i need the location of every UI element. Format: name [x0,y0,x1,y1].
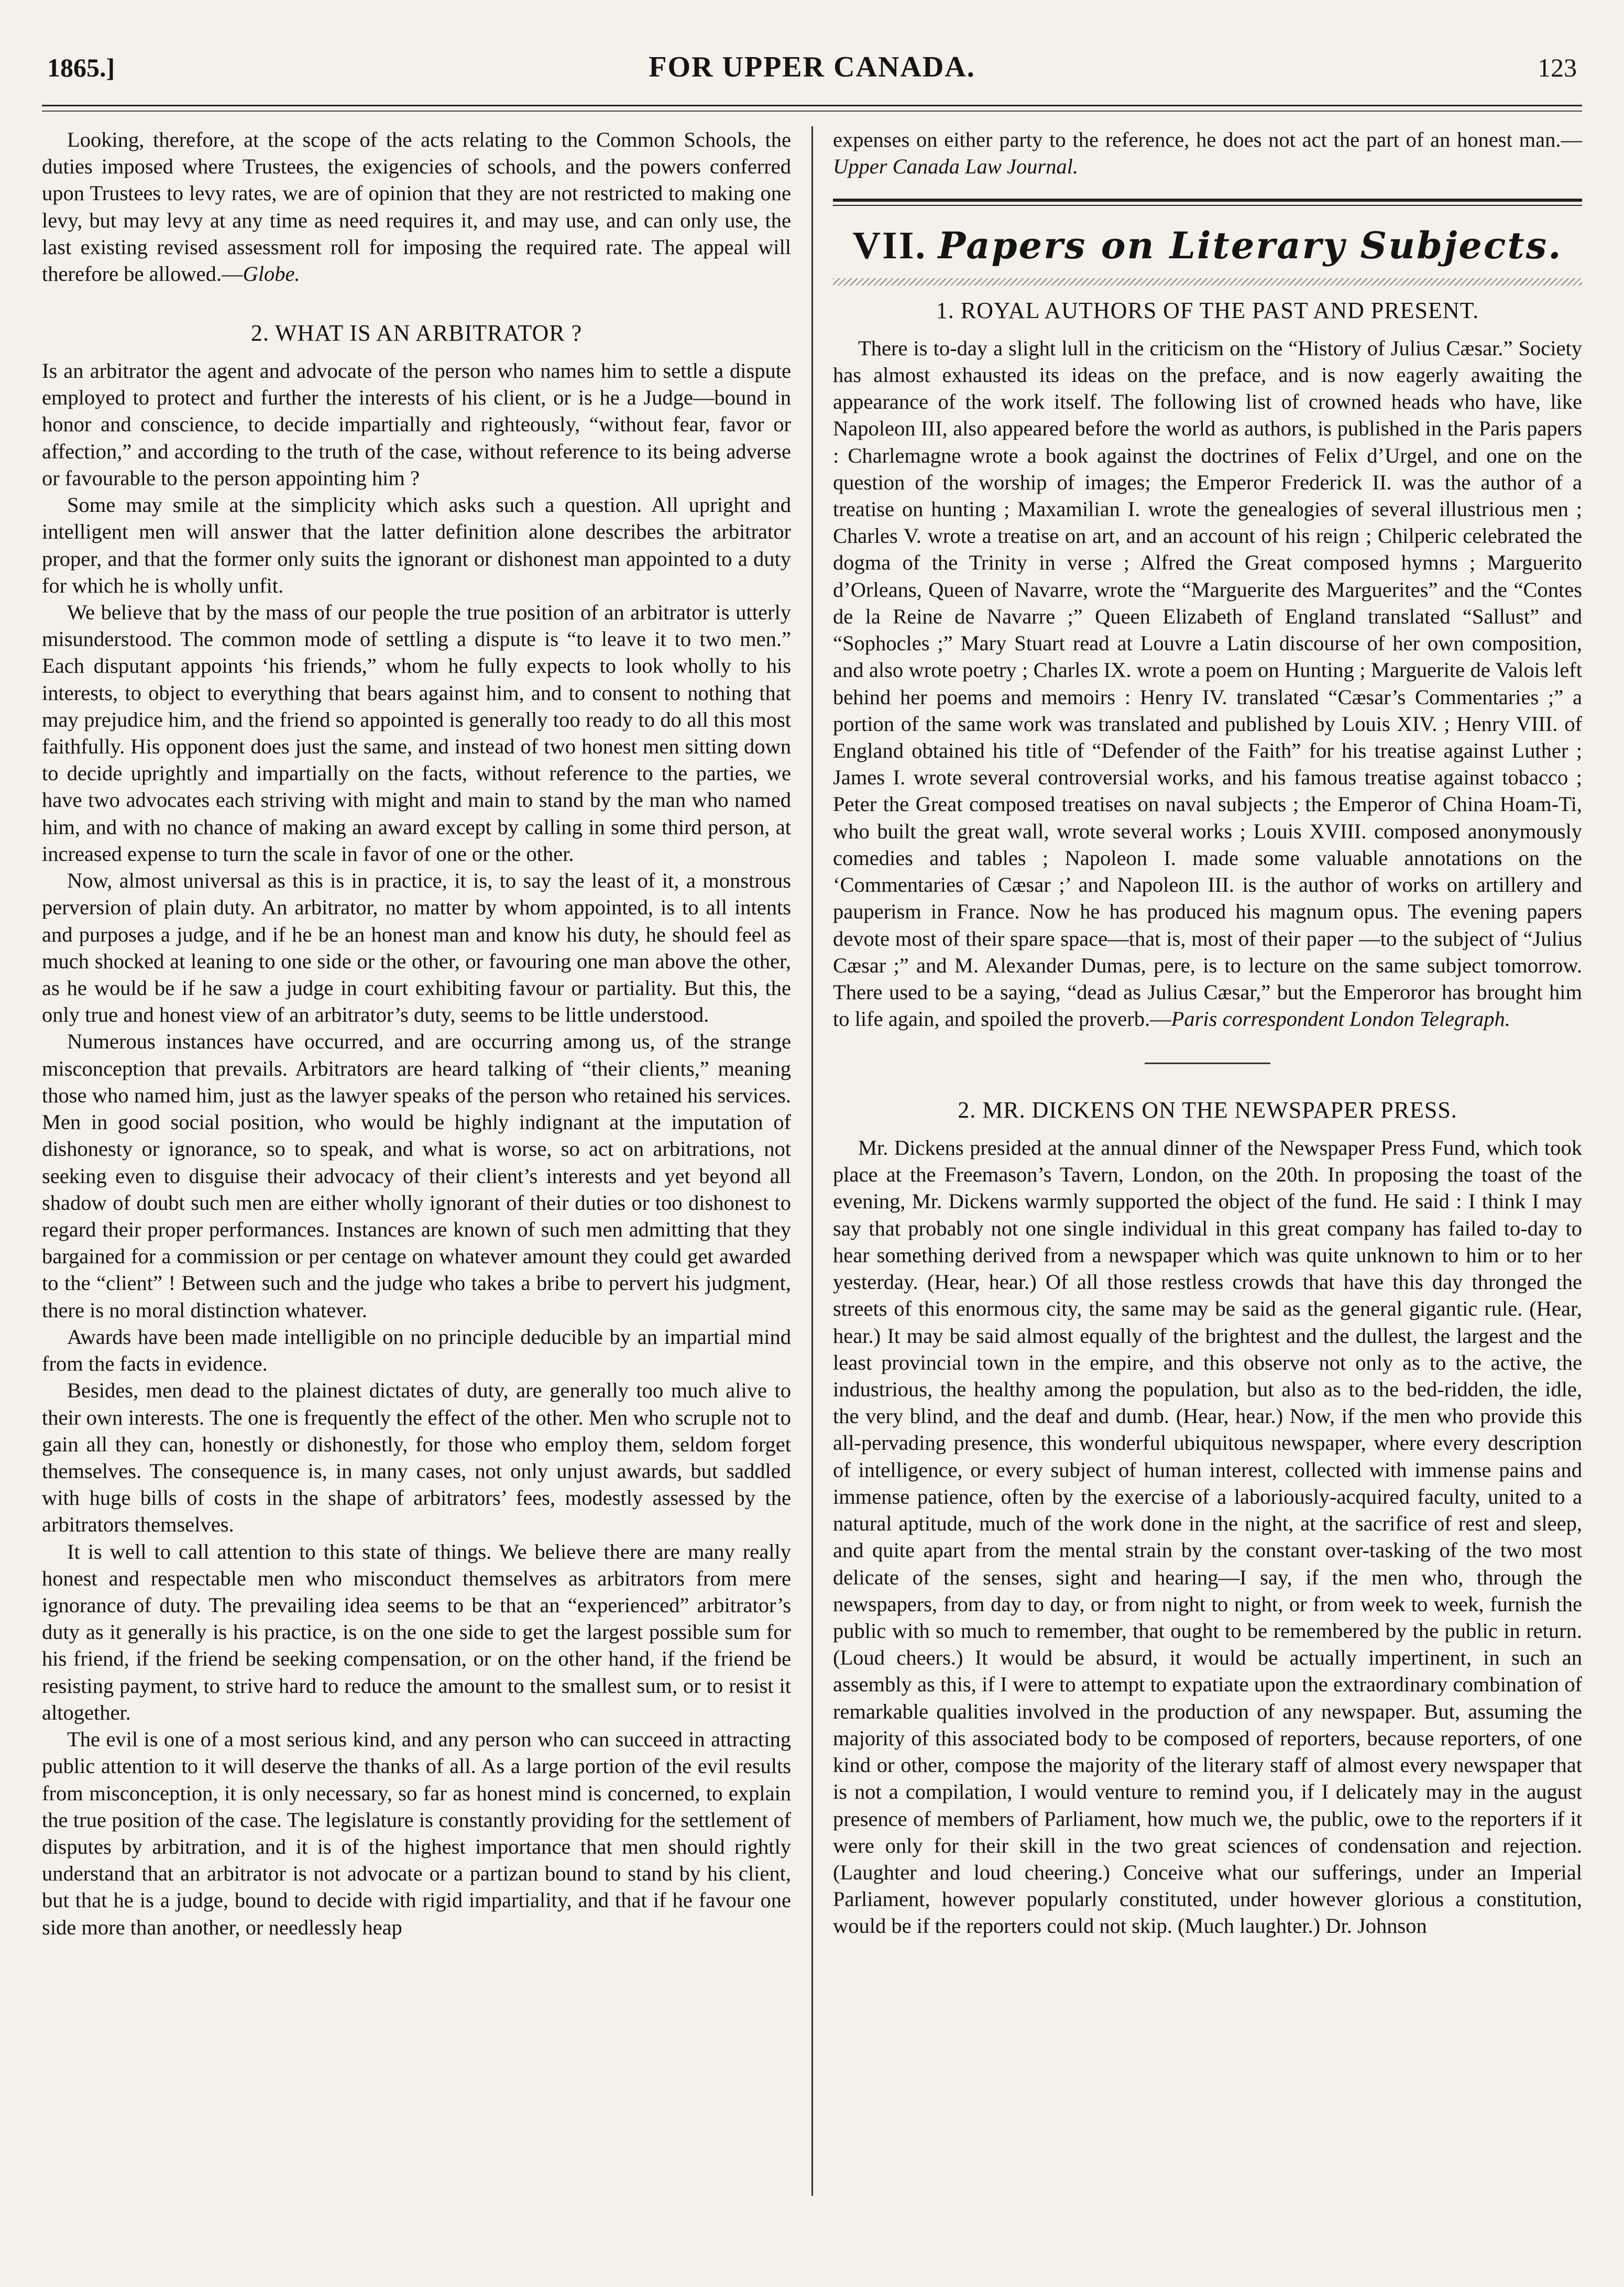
paragraph: We believe that by the mass of our people the true position of an arbitrator is utterly misunderstood. The common mode of settling a dispute is “to leave it to two men.” Each disputant appoints ‘his friends,” whom he fully expects to look wholly to his interests, to object to everything that bears against him, and to consent to nothing that may prejudice him, and the friend so appointed is generally too ready to do all this most faithfully. His opponent does just the same, and instead of two honest men sitting down to decide uprightly and impartially on the facts, without reference to the parties, we have two advocates each striving with might and main to stand by the man who named him, and with no chance of making an award except by calling in some third person, at increased expense to turn the scale in favor of one or the other. [42,600,791,866]
section-rule-thick [833,199,1582,202]
header-year: 1865.] [47,53,115,82]
intro-paragraph [42,126,791,287]
left-column [42,126,791,2196]
paragraph: Is an arbitrator the agent and advocate of the person who names him to settle a dispute employed to protect and further the interests of his client, or is he a Judge—bound in honor and conscience, to decide impartially and righteously, “without fear, favor or affection,” and according to the truth of the case, without reference to its being adverse or favourable to the person appointing him ? [42,358,791,490]
section-heading-block [833,199,1582,286]
paragraph: It is well to call attention to this state of things. We believe there are many really honest and respectable men who misconduct themselves as arbitrators from mere ignorance of duty. The prevailing idea seems to be that an “experienced” arbitrator’s duty as it generally is his practice, is on the one side to get the largest possible sum for his friend, if the friend be seeking compensation, or on the other hand, if the friend be resisting payment, to strive hard to reduce the amount to the smallest sum, or to resist it altogether. [42,1539,791,1724]
article-title-dickens: 2. MR. DICKENS ON THE NEWSPAPER PRESS. [958,1097,1457,1123]
columns [42,126,1582,2196]
paragraph: Some may smile at the simplicity which asks such a question. All upright and intelligent men will answer that the latter definition alone describes the arbitrator proper, and that the former only suits the ignorant or dishonest man appointed to a duty for which he is wholly unfit. [42,493,791,597]
paragraph: Now, almost universal as this is in practice, it is, to say the least of it, a monstrous perversion of plain duty. An arbitrator, no matter by whom appointed, is to all intents and purposes a judge, and if he be an honest man and know his duty, he should feel as much shocked at leaning to one side or the other, or favouring one man above the other, as he would be if he saw a judge in court exhibiting favour or partiality. But this, the only true and honest view of an arbitrator’s duty, seems to be little understood. [42,869,791,1027]
section-numeral: VII. [852,224,927,268]
paragraph: Besides, men dead to the plainest dictates of duty, are generally too much alive to their own interests. The one is frequently the effect of the other. Men who scruple not to gain all they can, honestly or dishonestly, for those who employ them, seldom forget themselves. The consequence is, in many cases, not only unjust awards, but saddled with huge bills of costs in the shape of arbitrators’ fees, modestly assessed by the arbitrators themselves. [42,1378,791,1537]
continuation-text: expenses on either party to the reference, he does not act the part of an honest man.— [833,128,1582,151]
dickens-paragraph: Mr. Dickens presided at the annual dinner of the Newspaper Press Fund, which took place at the Freemason’s Tavern, London, on the 20th. In proposing the toast of the evening, Mr. Dickens warmly supported the object of the fund. He said : I think I may say that probably not one single individual in this great company has failed to-day to hear something derived from a newspaper which was quite unknown to him or to her yesterday. (Hear, hear.) Of all those restless crowds that have this day thronged the streets of this enormous city, the same may be said as the general gigantic rule. (Hear, hear.) It may be said almost equally of the brightest and the dullest, the largest and the least provincial town in the empire, and this observe not only as to the active, the industrious, the healthy among the population, but also as to the bed-ridden, the idle, the very blind, and the deaf and dumb. (Hear, hear.) Now, if the men who provide this all-pervading presence, this wonderful ubiquitous newspaper, where every description of intelligence, or every subject of human interest, collected with immense pains and immense patience, often by the exercise of a laboriously-acquired faculty, united to a natural aptitude, much of the work done in the night, at the sacrifice of rest and sleep, and quite apart from the mental strain by the constant over-tasking of the two most delicate of the senses, sight and hearing—I say, if the men who, through the newspapers, from day to day, or from night to night, or from week to week, furnish the public with so much to remember, that ought to be remembered by the public in return. (Loud cheers.) It would be absurd, it would be actually impertinent, in such an assembly as this, if I were to attempt to expatiate upon the extraordinary combination of remarkable qualities involved in the production of any newspaper. But, assuming the majority of this associated body to be composed of reporters, because reporters, of one kind or other, compose the majority of the literary staff of almost every newspaper that is not a compilation, I would venture to remind you, if I delicately may in the august presence of members of Parliament, how much we, the public, owe to the reporters if it were only for their skill in the two great sciences of condensation and rejection. (Laughter and loud cheering.) Conceive what our sufferings, under an Imperial Parliament, however popularly constituted, under however glorious a constitution, would be if the reporters could not skip. (Much laughter.) Dr. Johnson [833,1136,1582,1938]
article-separator [1145,1063,1270,1064]
royal-authors-text: There is to-day a slight lull in the criticism on the “History of Julius Cæsar.” Society has almost exhausted its ideas on the preface, and is now eagerly awaiting the appearance of the work itself. The following list of crowned heads who have, like Napoleon III, also appeared before the world as authors, is published in the Paris papers : Charlemagne wrote a book against the doctrines of Felix d’Urgel, and one on the question of the worship of images; the Emperor Frederick II. was the author of a treatise on hunting ; Maxamilian I. wrote the genealogies of several illustrious men ; Charles V. wrote a treatise on art, and an account of his reign ; Chilperic celebrated the dogma of the Trinity in verse ; Alfred the Great composed hymns ; Marguerito d’Orleans, Queen of Navarre, wrote the “Marguerite des Marguerites” and the “Contes de la Reine de Navarre ;” Queen Elizabeth of England translated “Sallust” and “Sophocles ;” Mary Stuart read at Louvre a Latin discourse of her own composition, and also wrote poetry ; Charles IX. wrote a poem on Hunting ; Marguerite de Valois left behind her poems and memoirs : Henry IV. translated “Cæsar’s Commentaries ;” a portion of the same work was translated and published by Louis XIV. ; Henry VIII. of England obtained his title of “Defender of the Faith” for his treatise against Luther ; James I. wrote several controversial works, and his famous treatise against tobacco ; Peter the Great composed treatises on naval subjects ; the Emperor of China Hoam-Ti, who built the great wall, wrote several works ; Louis XVIII. composed anonymously comedies and tables ; Napoleon I. made some valuable annotations on the ‘Commentaries of Cæsar ;’ and Napoleon III. is the author of works on artillery and pauperism in France. Now he has produced his magnum opus. The evening papers devote most of their spare space—that is, most of their paper —to the subject of “Julius Cæsar ;” and M. Alexander Dumas, pere, is to lecture on the same subject tomorrow. There used to be a saying, “dead as Julius Cæsar,” but the Emperoror has brought him to life again, and spoiled the proverb.— [833,336,1582,1031]
page-header [42,47,1582,89]
section-rule-thin [833,205,1582,206]
paragraph: The evil is one of a most serious kind, and any person who can succeed in attracting public attention to it will deserve the thanks of all. As a large portion of the evil results from misconception, it is only necessary, so far as honest mind is concerned, to explain the true position of the case. The legislature is constantly providing for the settlement of disputes by arbitration, and it is of the highest importance that men should rightly understand that an arbitrator is not advocate or a partizan bound to stand by his client, but that he is a judge, bound to decide with rigid impartiality, and that if he favour one side more than another, or needlessly heap [42,1727,791,1939]
header-title: FOR UPPER CANADA. [649,51,975,83]
continuation-paragraph [833,126,1582,180]
paragraph: Awards have been made intelligible on no principle deducible by an impartial mind from the facts in evidence. [42,1325,791,1376]
intro-source: Globe. [243,262,300,286]
continuation-source: Upper Canada Law Journal. [833,155,1079,179]
intro-text: Looking, therefore, at the scope of the acts relating to the Common Schools, the duties imposed where Trustees, the exigencies of schools, and the powers conferred upon Trustees to levy rates, we are of opinion that they are not restricted to making one levy, but may levy at any time as need requires it, and may use, and can only use, the last existing revised assessment roll for imposing the required rate. The appeal will therefore be allowed.— [42,128,791,286]
article-title-arbitrator: 2. WHAT IS AN ARBITRATOR ? [250,320,583,346]
column-divider [811,126,813,2196]
royal-authors-paragraph [833,335,1582,1033]
page-number: 123 [1538,53,1577,82]
header-rule-thin [42,111,1582,112]
paragraph: Numerous instances have occurred, and are occurring among us, of the strange misconception that prevails. Arbitrators are heard talking of “their clients,” meaning those who named him, just as the lawyer speaks of the person who retained his services. Men in good social position, who would be highly indignant at the imputation of dishonesty or ignorance, so to speak, and what is worse, so act on arbitrations, not seeking even to disguise their advocacy of their client’s interests and yet beyond all shadow of doubt such men are either wholly ignorant of their duties or too dishonest to regard their proper performances. Instances are known of such men admitting that they bargained for a commission or per centage on whatever amount they could get awarded to the “client” ! Between such and the judge who takes a bribe to pervert his judgment, there is no moral distinction whatever. [42,1030,791,1322]
section-ornament-rule [833,278,1582,286]
header-rule [42,105,1582,106]
right-column [833,126,1582,2196]
section-title [833,222,1582,271]
section-name: Papers on Literary Subjects. [938,224,1563,268]
royal-authors-source: Paris correspondent London Telegraph. [1171,1007,1510,1031]
article-title-royal-authors: 1. ROYAL AUTHORS OF THE PAST AND PRESENT. [936,298,1479,324]
